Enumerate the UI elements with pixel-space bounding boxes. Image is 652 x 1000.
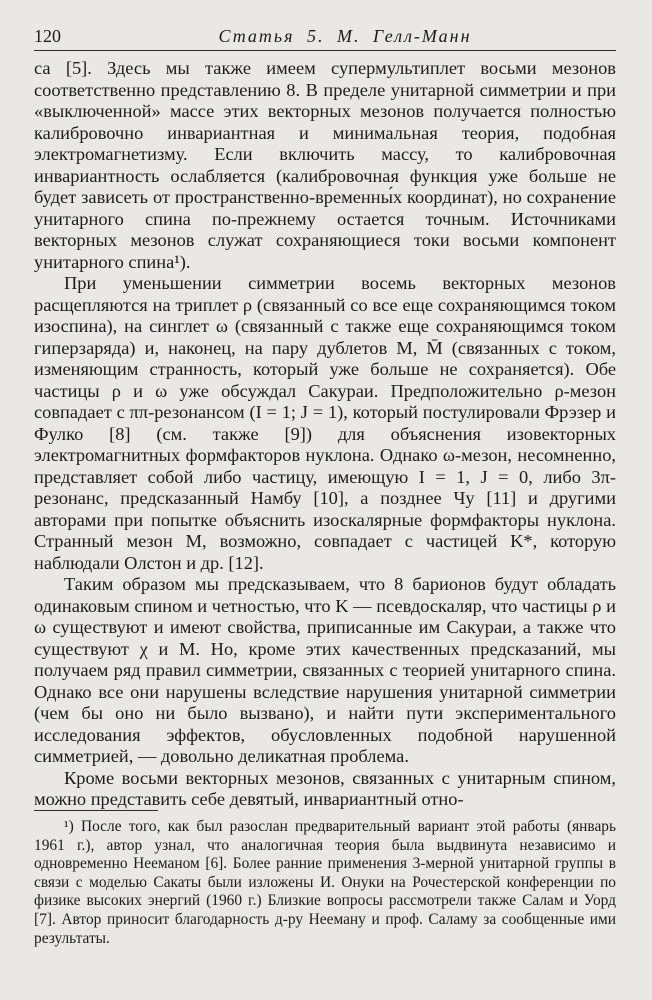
main-text [34, 58, 616, 811]
running-header [34, 24, 616, 48]
paragraph-vector-mesons-splitting: При уменьшении симметрии восемь векторных мезонов расщепляются на триплет ρ (связанный со все еще сохраняющимся током изоспина), на синглет ω (связанный с также еще сохраняющимся током гиперзаряда) и, наконец, на пару дублетов M, M̄ (связанных с током, изменяющим странность, который уже больше не сохраняется). Обе частицы ρ и ω уже обсуждал Сакураи. Предположительно ρ-мезон совпадает с ππ-резонансом (I = 1; J = 1), который постулировали Фрэзер и Фулко [8] (см. также [9]) для объяснения изовекторных электромагнитных формфакторов нуклона. Однако ω-мезон, несомненно, представляет собой либо частицу, имеющую I = 1, J = 0, либо 3π-резонанс, предсказанный Намбу [10], а позднее Чу [11] и другими авторами при попытке объяснить изоскалярные формфакторы нуклона. Странный мезон M, возможно, совпадает с частицей K*, которую наблюдали Олстон и др. [12]. [34, 273, 616, 573]
footnote: ¹) После того, как был разослан предварительный вариант этой работы (январь 1961 г.), автор узнал, что аналогичная теория была выдвинута независимо и одновременно Нееманом [6]. Более ранние применения 3-мерной унитарной группы в связи с моделью Сакаты были изложены И. Онуки на Рочестерской конференции по физике высоких энергий (1960 г.) Близкие вопросы рассмотрели также Салам и Уорд [7]. Автор приносит благодарность д-ру Нееману и проф. Саламу за сообщенные ими результаты. [34, 818, 616, 947]
header-rule [34, 50, 616, 51]
paragraph-continuation: са [5]. Здесь мы также имеем супермультиплет восьми мезонов соответственно представлению 8. В пределе унитарной симметрии и при «выключенной» массе этих векторных мезонов получается полностью калибровочно инвариантная и минимальная теория, подобная электромагнетизму. Если включить массу, то калибровочная инвариантность ослабляется (калибровочная функция уже больше не будет зависеть от пространственно-временны́х координат), но сохранение унитарного спина по-прежнему остается точным. Источниками векторных мезонов служат сохраняющиеся токи восьми компонент унитарного спина¹). [34, 58, 616, 272]
footnote-separator [34, 810, 158, 811]
running-title: Статья 5. М. Гелл-Манн [218, 26, 472, 46]
paragraph-predictions: Таким образом мы предсказываем, что 8 барионов будут обладать одинаковым спином и четностью, что K — псевдоскаляр, что частицы ρ и ω существуют и имеют свойства, приписанные им Сакураи, а также что существуют χ и M. Но, кроме этих качественных предсказаний, мы получаем ряд правил симметрии, связанных с теорией унитарного спина. Однако все они нарушены вследствие нарушения унитарной симметрии (чем бы оно ни было вызвано), и найти пути экспериментального исследования эффектов, обусловленных подобной нарушенной симметрией, — довольно деликатная проблема. [34, 574, 616, 766]
paragraph-ninth-meson: Кроме восьми векторных мезонов, связанных с унитарным спином, можно представить себе девятый, инвариантный отно- [34, 767, 616, 809]
page-number: 120 [34, 26, 61, 46]
